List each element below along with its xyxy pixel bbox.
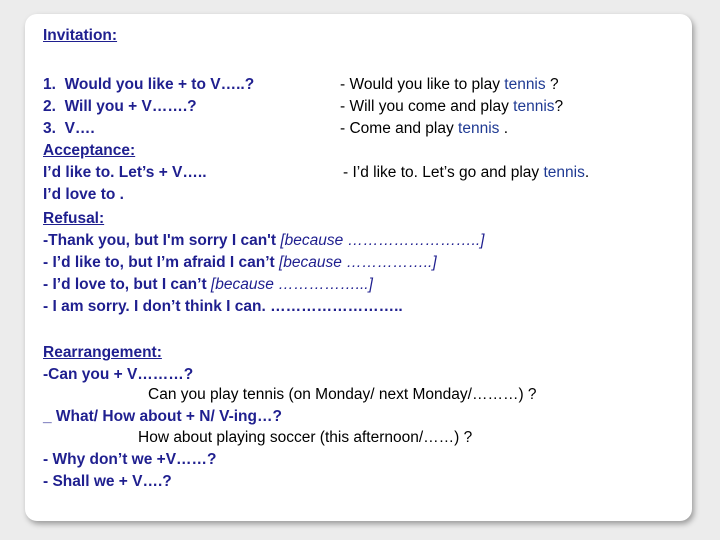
refusal-line-3 xyxy=(43,276,373,294)
acceptance-example xyxy=(343,164,589,182)
item-text: V…. xyxy=(64,120,95,137)
refusal-line-1 xyxy=(43,232,484,250)
rearrangement-example-1: Can you play tennis (on Monday/ next Monday/………) ? xyxy=(148,386,537,403)
invitation-example-2 xyxy=(340,98,563,116)
item-number: 3. xyxy=(43,120,56,137)
rearrangement-pattern-2: _ What/ How about + N/ V-ing…? xyxy=(43,408,282,425)
example-text: - I’d like to. Let’s go and play xyxy=(343,164,544,181)
highlight-word: tennis xyxy=(504,76,546,93)
invitation-item-2 xyxy=(43,98,197,116)
invitation-item-1 xyxy=(43,76,254,94)
highlight-word: tennis xyxy=(543,164,585,181)
rearrangement-example-2: How about playing soccer (this afternoon/……) ? xyxy=(138,429,473,446)
acceptance-line-1: I’d like to. Let’s + V….. xyxy=(43,164,207,181)
rearrangement-pattern-1: -Can you + V………? xyxy=(43,366,194,383)
invitation-item-3 xyxy=(43,120,95,138)
rearrangement-pattern-4: - Shall we + V….? xyxy=(43,473,172,490)
refusal-text: -Thank you, but I'm sorry I can't xyxy=(43,232,281,249)
item-number: 1. xyxy=(43,76,56,93)
refusal-line-2 xyxy=(43,254,437,272)
example-end: ? xyxy=(545,76,559,93)
item-number: 2. xyxy=(43,98,56,115)
invitation-example-1 xyxy=(340,76,559,94)
invitation-example-3 xyxy=(340,120,508,138)
example-text: - Come and play xyxy=(340,120,459,137)
refusal-blank: ……………..] xyxy=(341,254,437,271)
refusal-because: [because xyxy=(280,232,344,249)
example-end: ? xyxy=(554,98,564,115)
example-end: . xyxy=(499,120,509,137)
item-text: Would you like + to V…..? xyxy=(64,76,255,93)
refusal-blank: ……………………..] xyxy=(343,232,485,249)
acceptance-line-2: I’d love to . xyxy=(43,186,124,203)
refusal-because: [because xyxy=(210,276,274,293)
refusal-text: - I’d love to, but I can’t xyxy=(43,276,211,293)
refusal-line-4: - I am sorry. I don’t think I can. …………………….. xyxy=(43,298,403,315)
invitation-heading: Invitation: xyxy=(43,27,118,44)
rearrangement-pattern-3: - Why don’t we +V……? xyxy=(43,451,217,468)
highlight-word: tennis xyxy=(513,98,555,115)
refusal-heading: Refusal: xyxy=(43,210,105,227)
refusal-blank: ……………...] xyxy=(273,276,373,293)
example-end: . xyxy=(584,164,590,181)
acceptance-heading: Acceptance: xyxy=(43,142,136,159)
highlight-word: tennis xyxy=(458,120,500,137)
refusal-because: [because xyxy=(278,254,342,271)
example-text: - Would you like to play xyxy=(340,76,505,93)
refusal-text: - I’d like to, but I’m afraid I can’t xyxy=(43,254,279,271)
rearrangement-heading: Rearrangement: xyxy=(43,344,162,361)
example-text: - Will you come and play xyxy=(340,98,514,115)
item-text: Will you + V…….? xyxy=(64,98,197,115)
